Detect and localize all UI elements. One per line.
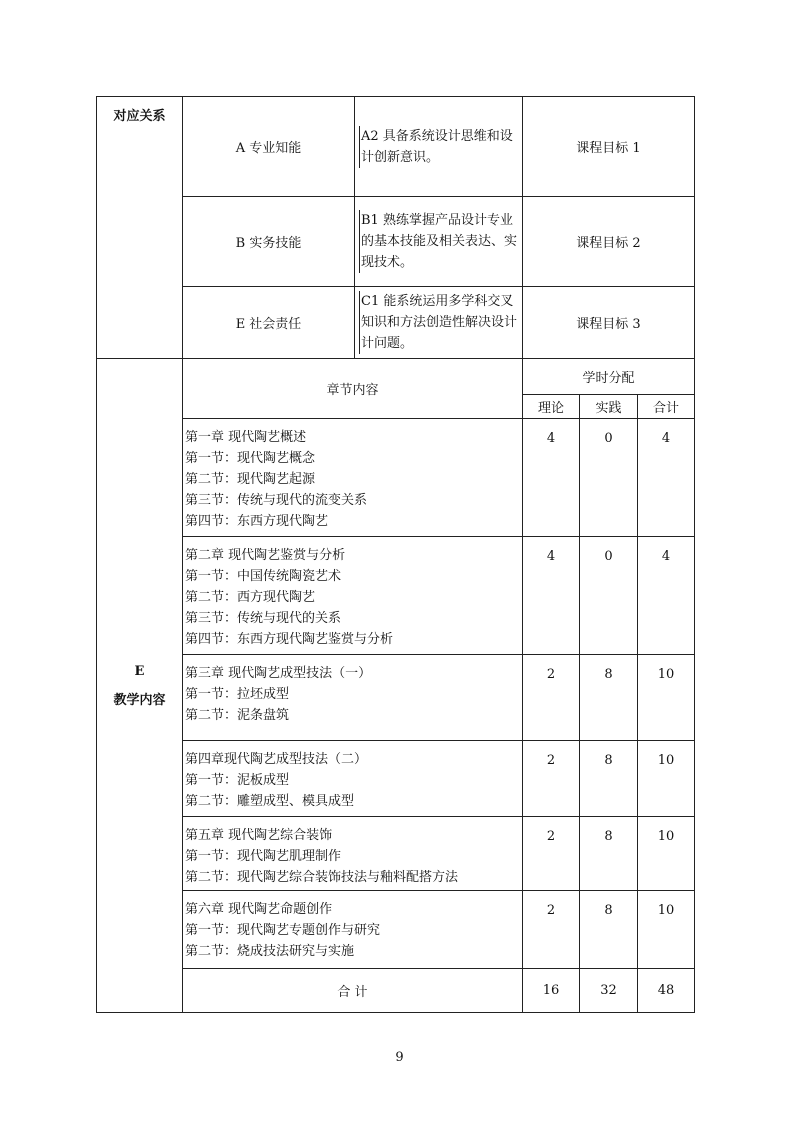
chapter-line: 第二节：现代陶艺起源 bbox=[185, 472, 316, 487]
total-hours: 10 bbox=[638, 891, 695, 969]
theory-hours: 2 bbox=[523, 655, 580, 741]
content-label bbox=[97, 359, 183, 1013]
practice-hours: 8 bbox=[580, 655, 638, 741]
relation-row bbox=[97, 287, 695, 359]
chapter-line: 第一节：中国传统陶瓷艺术 bbox=[185, 569, 342, 584]
relation-goal: 课程目标 1 bbox=[523, 97, 695, 197]
practice-header: 实践 bbox=[580, 395, 638, 419]
chapter-line: 第二节：烧成技法研究与实施 bbox=[185, 944, 355, 959]
relation-description bbox=[355, 197, 523, 287]
relation-description bbox=[355, 287, 523, 359]
total-hours: 10 bbox=[638, 741, 695, 817]
chapter-line: 第二节：雕塑成型、模具成型 bbox=[185, 794, 355, 809]
relation-desc-line: 计创新意识。 bbox=[361, 149, 440, 165]
table-row bbox=[97, 537, 695, 655]
theory-hours: 2 bbox=[523, 817, 580, 891]
sum-practice: 32 bbox=[580, 969, 638, 1013]
chapter-line: 第三节：传统与现代的关系 bbox=[185, 611, 342, 626]
practice-hours: 8 bbox=[580, 741, 638, 817]
relation-goal: 课程目标 3 bbox=[523, 287, 695, 359]
chapter-line: 第一节：泥板成型 bbox=[185, 773, 290, 788]
relation-desc-line: 的基本技能及相关表达、实 bbox=[361, 234, 518, 249]
content-label-text: 教学内容 bbox=[113, 692, 166, 708]
theory-hours: 4 bbox=[523, 419, 580, 537]
total-hours: 4 bbox=[638, 537, 695, 655]
chapter-line: 第一节：拉坯成型 bbox=[185, 687, 290, 702]
table-row bbox=[97, 817, 695, 891]
sum-theory: 16 bbox=[523, 969, 580, 1013]
practice-hours: 0 bbox=[580, 419, 638, 537]
content-header-row bbox=[97, 359, 695, 395]
chapter-line: 第二节：西方现代陶艺 bbox=[185, 590, 316, 605]
hours-header: 学时分配 bbox=[523, 359, 695, 395]
chapter-line: 第五章 现代陶艺综合装饰 bbox=[185, 828, 333, 843]
chapter-line: 第三节：传统与现代的流变关系 bbox=[185, 493, 368, 508]
sum-label: 合 计 bbox=[183, 969, 523, 1013]
chapter-cell bbox=[183, 817, 523, 891]
chapter-line: 第三章 现代陶艺成型技法（一） bbox=[185, 666, 372, 681]
relation-desc-line: 计问题。 bbox=[361, 336, 414, 351]
content-label-letter: E bbox=[134, 663, 145, 679]
relation-goal: 课程目标 2 bbox=[523, 197, 695, 287]
relation-desc-line: 知识和方法创造性解决设计 bbox=[361, 315, 518, 330]
sum-total: 48 bbox=[638, 969, 695, 1013]
table-row bbox=[97, 655, 695, 741]
relation-description bbox=[355, 97, 523, 197]
chapter-line: 第四节：东西方现代陶艺鉴赏与分析 bbox=[185, 632, 394, 647]
relation-desc-line: A2 具备系统设计思维和设 bbox=[361, 128, 513, 144]
total-hours: 10 bbox=[638, 655, 695, 741]
relation-category: B 实务技能 bbox=[183, 197, 355, 287]
theory-header: 理论 bbox=[523, 395, 580, 419]
total-hours: 10 bbox=[638, 817, 695, 891]
relation-category: A 专业知能 bbox=[183, 97, 355, 197]
chapter-line: 第四章现代陶艺成型技法（二） bbox=[185, 752, 368, 767]
relation-row bbox=[97, 197, 695, 287]
relation-desc-line: B1 熟练掌握产品设计专业 bbox=[361, 213, 513, 228]
chapter-cell bbox=[183, 419, 523, 537]
chapter-line: 第一章 现代陶艺概述 bbox=[185, 430, 307, 445]
chapter-line: 第一节：现代陶艺肌理制作 bbox=[185, 849, 342, 864]
chapter-cell bbox=[183, 537, 523, 655]
table-row bbox=[97, 419, 695, 537]
table-row bbox=[97, 891, 695, 969]
total-header: 合计 bbox=[638, 395, 695, 419]
syllabus-table bbox=[96, 96, 695, 1013]
chapter-line: 第二章 现代陶艺鉴赏与分析 bbox=[185, 548, 346, 563]
page-number: 9 bbox=[395, 1050, 404, 1065]
relation-row bbox=[97, 97, 695, 197]
theory-hours: 4 bbox=[523, 537, 580, 655]
practice-hours: 0 bbox=[580, 537, 638, 655]
relation-category: E 社会责任 bbox=[183, 287, 355, 359]
relation-label: 对应关系 bbox=[97, 97, 183, 359]
chapter-line: 第二节：泥条盘筑 bbox=[185, 708, 290, 723]
chapter-header: 章节内容 bbox=[183, 359, 523, 419]
relation-desc-line: C1 能系统运用多学科交叉 bbox=[361, 294, 514, 309]
chapter-line: 第一节：现代陶艺专题创作与研究 bbox=[185, 923, 381, 938]
sum-row bbox=[97, 969, 695, 1013]
table-row bbox=[97, 741, 695, 817]
practice-hours: 8 bbox=[580, 891, 638, 969]
practice-hours: 8 bbox=[580, 817, 638, 891]
chapter-line: 第二节：现代陶艺综合装饰技法与釉料配搭方法 bbox=[185, 870, 459, 885]
chapter-line: 第一节：现代陶艺概念 bbox=[185, 451, 316, 466]
total-hours: 4 bbox=[638, 419, 695, 537]
theory-hours: 2 bbox=[523, 891, 580, 969]
chapter-cell bbox=[183, 741, 523, 817]
chapter-line: 第四节：东西方现代陶艺 bbox=[185, 514, 329, 529]
relation-desc-line: 现技术。 bbox=[361, 255, 414, 270]
chapter-cell bbox=[183, 655, 523, 741]
chapter-line: 第六章 现代陶艺命题创作 bbox=[185, 902, 333, 917]
theory-hours: 2 bbox=[523, 741, 580, 817]
chapter-cell bbox=[183, 891, 523, 969]
